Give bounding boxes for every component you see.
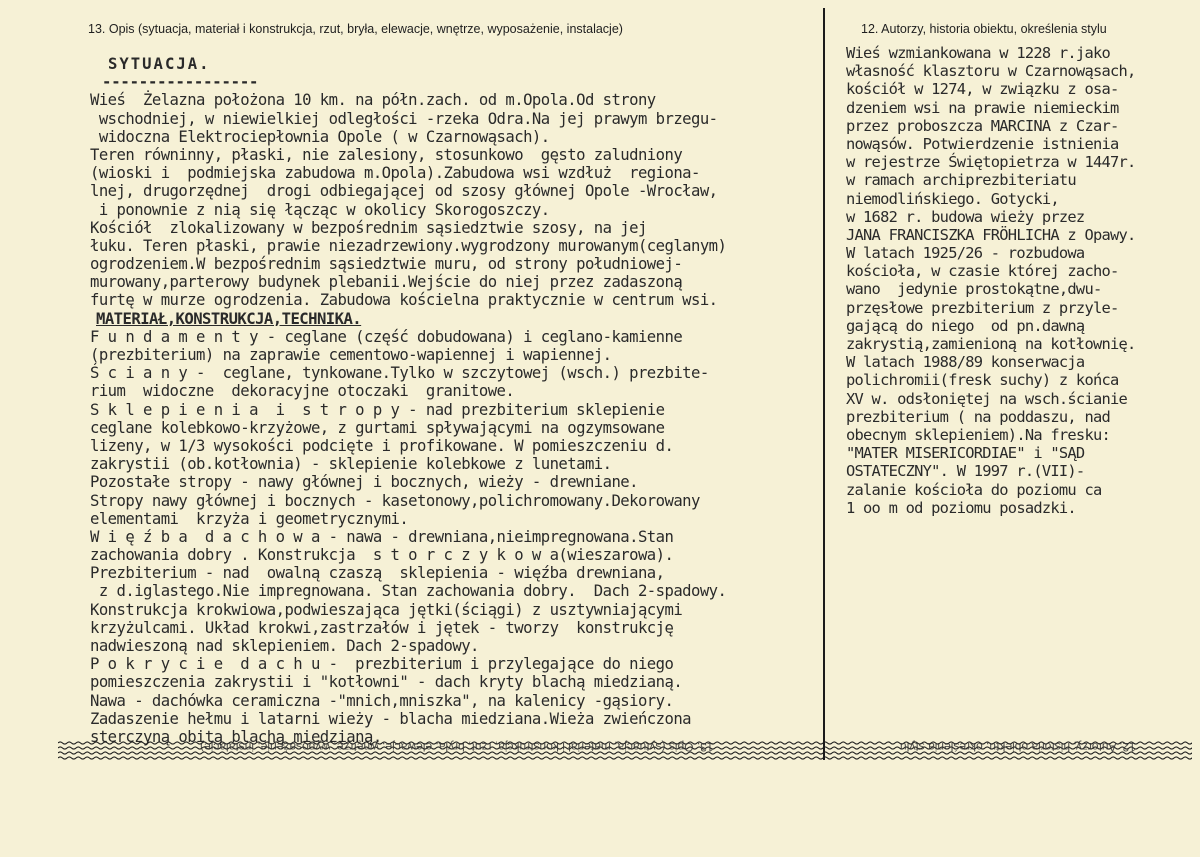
wave-line bbox=[58, 757, 1192, 759]
text-line: ceglane kolebkowo-krzyżowe, z gurtami spływającymi na ogzymsowane bbox=[90, 418, 665, 437]
text-line: łuku. Teren płaski, prawie niezadrzewiony.wygrodzony murowanym(ceglanym) bbox=[90, 236, 727, 255]
text-line: pomieszczenia zakrystii i "kotłowni" - dach kryty blachą miedzianą. bbox=[90, 673, 683, 692]
text-line: (wioski i podmiejska zabudowa m.Opola).Zabudowa wsi wzdłuż regiona- bbox=[90, 164, 700, 183]
column-divider bbox=[823, 8, 825, 760]
text-line: obecnym sklepieniem).Na fresku: bbox=[846, 425, 1110, 444]
text-line: lnej, drugorzędnej drogi odbiegającej od szosy głównej Opole -Wrocław, bbox=[90, 182, 718, 201]
text-line: przęsłowe prezbiterium z przyle- bbox=[846, 298, 1119, 317]
text-line: zakrystii (ob.kotłownia) - sklepienie kolebkowe z lunetami. bbox=[90, 455, 612, 474]
text-line: P o k r y c i e d a c h u - prezbiterium i przylegające do niego bbox=[90, 655, 674, 674]
text-line: zakrystią,zamienioną na kotłownię. bbox=[846, 335, 1136, 353]
mirrored-bleed-right: 12. Autorzy, historia obiektu, określenia stylu bbox=[900, 740, 1136, 754]
text-line: murowany,parterowy budynek plebanii.Wejście do niej przez zadaszoną bbox=[90, 273, 683, 292]
text-line: i ponownie z nią się łącząc w okolicy Skorogoszczy. bbox=[90, 200, 550, 219]
text-line: kościół w 1274, w związku z osa- bbox=[846, 80, 1119, 99]
text-line: elementami krzyża i geometrycznymi. bbox=[90, 509, 409, 528]
text-line: wschodniej, w niewielkiej odległości -rzeka Odra.Na jej prawym brzegu- bbox=[90, 109, 718, 128]
text-line: XV w. odsłoniętej na wsch.ścianie bbox=[846, 389, 1128, 408]
text-line: Teren równinny, płaski, nie zalesiony, stosunkowo gęsto zaludniony bbox=[90, 145, 683, 164]
history-text bbox=[846, 44, 1196, 517]
text-line: wano jedynie prostokątne,dwu- bbox=[846, 280, 1102, 299]
text-line: S k l e p i e n i a i s t r o p y - nad prezbiterium sklepienie bbox=[90, 400, 665, 419]
text-line: OSTATECZNY". W 1997 r.(VII)- bbox=[846, 462, 1085, 481]
text-line: W latach 1925/26 - rozbudowa bbox=[846, 244, 1085, 263]
text-line: lizeny, w 1/3 wysokości podcięte i profikowane. W pomieszczeniu d. bbox=[90, 436, 674, 455]
text-line: Zadaszenie hełmu i latarni wieży - blacha miedziana.Wieża zwieńczona bbox=[90, 709, 692, 728]
description-text bbox=[90, 55, 820, 746]
text-line: nadwieszoną nad sklepieniem. Dach 2-spadowy. bbox=[90, 637, 479, 655]
text-line: "MATER MISERICORDIAE" i "SĄD bbox=[846, 444, 1085, 463]
text-line: Wieś Żelazna położona 10 km. na półn.zach. od m.Opola.Od strony bbox=[90, 91, 656, 110]
text-line: Wieś wzmiankowana w 1228 r.jako bbox=[846, 44, 1110, 62]
text-line: 1 oo m od poziomu posadzki. bbox=[846, 498, 1076, 517]
text-line: niemodlińskiego. Gotycki, bbox=[846, 189, 1059, 208]
text-line: z d.iglastego.Nie impregnowana. Stan zachowania dobry. Dach 2-spadowy. bbox=[90, 582, 727, 601]
text-line: własność klasztoru w Czarnowąsach, bbox=[846, 62, 1136, 81]
heading-underline: ----------------- bbox=[102, 73, 259, 92]
text-line: prezbiterium ( na poddaszu, nad bbox=[846, 407, 1110, 426]
mirrored-bleed-left: 13. Opis (sytuacja, materiał i konstrukcja, rzut, bryła, elewacje, wnętrze, wyposażenie, instalacje) bbox=[200, 740, 714, 754]
text-line: dzeniem wsi na prawie niemieckim bbox=[846, 98, 1119, 117]
text-line: JANA FRANCISZKA FRÖHLICHA z Opawy. bbox=[846, 225, 1136, 244]
text-line: Nawa - dachówka ceramiczna -"mnich,mniszka", na kalenicy -gąsiory. bbox=[90, 691, 674, 710]
text-line: w ramach archiprezbiteriatu bbox=[846, 171, 1076, 190]
text-line: kościoła, w czasie której zacho- bbox=[846, 262, 1119, 281]
text-line: polichromii(fresk suchy) z końca bbox=[846, 371, 1119, 390]
text-line: Ś c i a n y - ceglane, tynkowane.Tylko w szczytowej (wsch.) prezbite- bbox=[90, 364, 709, 383]
text-line: zachowania dobry . Konstrukcja s t o r c z y k o w a(wieszarowa). bbox=[90, 546, 674, 565]
text-line: Konstrukcja krokwiowa,podwieszająca jętki(ściągi) z usztywniającymi bbox=[90, 600, 683, 619]
text-line: zalanie kościoła do poziomu ca bbox=[846, 480, 1102, 499]
text-line: w 1682 r. budowa wieży przez bbox=[846, 207, 1085, 226]
section-13-header: 13. Opis (sytuacja, materiał i konstrukcja, rzut, bryła, elewacje, wnętrze, wyposażenie, instalacje) bbox=[88, 22, 623, 36]
text-line: furtę w murze ogrodzenia. Zabudowa kościelna praktycznie w centrum wsi. bbox=[90, 291, 718, 310]
text-line: widoczna Elektrociepłownia Opole ( w Czarnowąsach). bbox=[90, 127, 550, 146]
text-line: krzyżulcami. Układ krokwi,zastrzałów i jętek - tworzy konstrukcję bbox=[90, 618, 674, 637]
text-line: Prezbiterium - nad owalną czaszą sklepienia - więźba drewniana, bbox=[90, 564, 665, 583]
section-heading: SYTUACJA. bbox=[108, 55, 211, 73]
section-heading: MATERIAŁ,KONSTRUKCJA,TECHNIKA. bbox=[96, 309, 362, 328]
text-line: F u n d a m e n t y - ceglane (część dobudowana) i ceglano-kamienne bbox=[90, 327, 683, 346]
text-line: Kościół zlokalizowany w bezpośrednim sąsiedztwie szosy, na jej bbox=[90, 218, 647, 237]
text-line: W latach 1988/89 konserwacja bbox=[846, 353, 1085, 372]
text-line: gającą do niego od pn.dawną bbox=[846, 316, 1085, 335]
text-line: sterczyną obitą blachą miedzianą. bbox=[90, 727, 382, 746]
text-line: ogrodzeniem.W bezpośrednim sąsiedztwie muru, od strony południowej- bbox=[90, 255, 683, 274]
text-line: w rejestrze Świętopietrza w 1447r. bbox=[846, 153, 1136, 172]
text-line: Pozostałe stropy - nawy głównej i bocznych, wieży - drewniane. bbox=[90, 473, 638, 492]
text-line: Stropy nawy głównej i bocznych - kasetonowy,polichromowany.Dekorowany bbox=[90, 491, 700, 510]
section-12-header: 12. Autorzy, historia obiektu, określenia stylu bbox=[861, 22, 1107, 36]
text-line: przez proboszcza MARCINA z Czar- bbox=[846, 116, 1119, 135]
text-line: (prezbiterium) na zaprawie cementowo-wapiennej i wapiennej. bbox=[90, 346, 612, 364]
text-line: nowąsów. Potwierdzenie istnienia bbox=[846, 134, 1119, 153]
text-line: rium widoczne dekoracyjne otoczaki granitowe. bbox=[90, 382, 515, 401]
text-line: W i ę ź b a d a c h o w a - nawa - drewniana,nieimpregnowana.Stan bbox=[90, 527, 674, 546]
